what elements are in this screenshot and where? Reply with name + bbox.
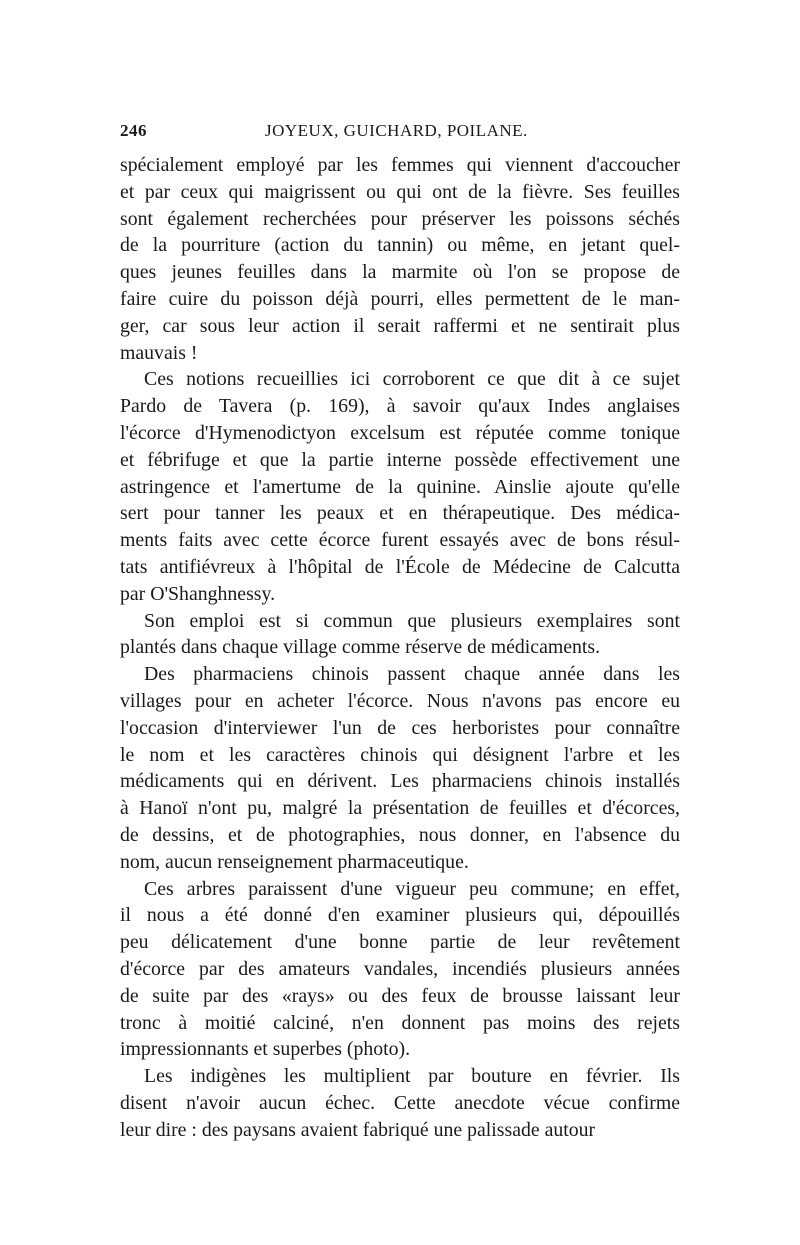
text-line: peu délicatement d'une bonne partie de leur revêtement	[120, 931, 680, 954]
text-line: Ces arbres paraissent d'une vigueur peu commune; en effet,	[144, 877, 680, 900]
text-line: tats antifiévreux à l'hôpital de l'École de Médecine de Calcutta	[120, 555, 680, 578]
text-line: à Hanoï n'ont pu, malgré la présentation de feuilles et d'écorces,	[120, 797, 680, 820]
running-head	[120, 121, 680, 145]
paragraph	[120, 661, 680, 875]
paragraph	[120, 152, 680, 366]
text-line: l'écorce d'Hymenodictyon excelsum est réputée comme tonique	[120, 421, 680, 444]
text-line: l'occasion d'interviewer l'un de ces herboristes pour connaître	[120, 716, 680, 739]
text-line: spécialement employé par les femmes qui viennent d'accoucher	[120, 154, 680, 176]
text-line: par O'Shanghnessy.	[120, 582, 276, 605]
text-line: de la pourriture (action du tannin) ou même, en jetant quel-	[120, 234, 680, 257]
text-line: mauvais !	[120, 341, 198, 364]
text-line: villages pour en acheter l'écorce. Nous n'avons pas encore eu	[120, 689, 680, 712]
text-line: le nom et les caractères chinois qui désignent l'arbre et les	[120, 743, 680, 766]
text-line: et fébrifuge et que la partie interne possède effectivement une	[120, 448, 680, 471]
text-line: impressionnants et superbes (photo).	[120, 1038, 411, 1061]
text-line: Pardo de Tavera (p. 169), à savoir qu'aux Indes anglaises	[120, 395, 680, 418]
text-line: nom, aucun renseignement pharmaceutique.	[120, 850, 469, 873]
page-number: 246	[120, 121, 147, 140]
text-line: Son emploi est si commun que plusieurs exemplaires sont	[144, 609, 680, 632]
text-line: plantés dans chaque village comme réserve de médicaments.	[120, 636, 601, 659]
text-line: leur dire : des paysans avaient fabriqué une palissade autour	[120, 1118, 596, 1141]
text-line: Des pharmaciens chinois passent chaque année dans les	[144, 663, 680, 686]
text-line: de dessins, et de photographies, nous donner, en l'absence du	[120, 823, 680, 846]
text-line: sont également recherchées pour préserver les poissons séchés	[120, 207, 680, 230]
paragraph	[120, 876, 680, 1064]
running-title: JOYEUX, GUICHARD, POILANE.	[265, 121, 528, 140]
text-line: tronc à moitié calciné, n'en donnent pas moins des rejets	[120, 1011, 680, 1034]
paragraph	[120, 366, 680, 607]
paragraph	[120, 1063, 680, 1143]
text-line: ger, car sous leur action il serait raffermi et ne sentirait plus	[120, 314, 680, 337]
text-line: ments faits avec cette écorce furent essayés avec de bons résul-	[120, 529, 680, 552]
text-line: faire cuire du poisson déjà pourri, elles permettent de le man-	[120, 287, 680, 310]
text-line: il nous a été donné d'en examiner plusieurs qui, dépouillés	[120, 904, 680, 927]
text-line: et par ceux qui maigrissent ou qui ont de la fièvre. Ses feuilles	[120, 180, 680, 203]
text-line: de suite par des «rays» ou des feux de brousse laissant leur	[120, 984, 680, 1007]
text-line: sert pour tanner les peaux et en thérapeutique. Des médica-	[120, 502, 680, 525]
body-text	[120, 152, 680, 1143]
text-line: Les indigènes les multiplient par bouture en février. Ils	[144, 1065, 680, 1088]
text-line: médicaments qui en dérivent. Les pharmaciens chinois installés	[120, 770, 680, 793]
text-line: astringence et l'amertume de la quinine. Ainslie ajoute qu'elle	[120, 475, 680, 498]
text-line: ques jeunes feuilles dans la marmite où l'on se propose de	[120, 261, 680, 284]
text-line: disent n'avoir aucun échec. Cette anecdote vécue confirme	[120, 1091, 680, 1114]
paragraph	[120, 608, 680, 662]
text-line: d'écorce par des amateurs vandales, incendiés plusieurs années	[120, 957, 680, 980]
text-line: Ces notions recueillies ici corroborent ce que dit à ce sujet	[144, 368, 680, 391]
